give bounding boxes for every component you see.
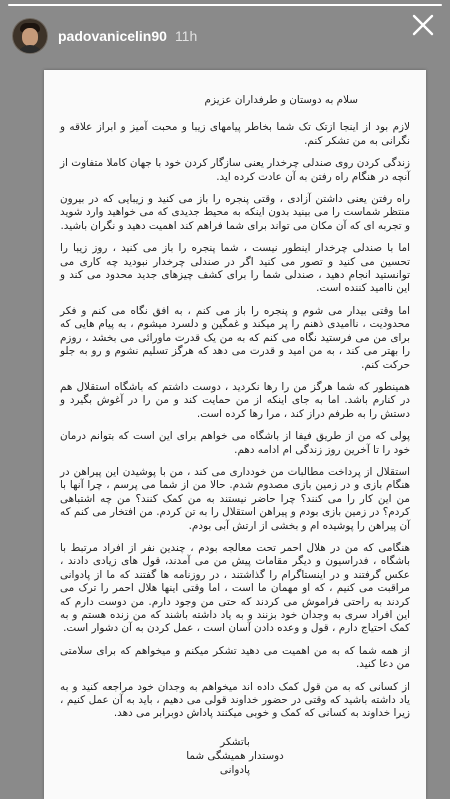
signature-line: دوستدار همیشگی شما (186, 749, 284, 762)
letter-paragraph: از کسانی که به من قول کمک داده اند میخواهم به وجدان خود مراجعه کنید و به یاد داشته باشید که وقتی در حضور خداوند قولی می دهیم ، باید به آن عمل کنیم ، زیرا خداوند به کسانی که کمک و خوبی میکنند پاداش دوبرابر می دهد. (60, 680, 410, 720)
story-header (0, 10, 450, 62)
letter-paragraph: پولی که من از طریق فیفا از باشگاه می خواهم برای این است که بتوانم درمان خود را تا آخرین روز زندگی ام ادامه دهم. (60, 430, 410, 456)
letter-paragraph: زندگی کردن روی صندلی چرخدار یعنی سازگار کردن خود با جهان کاملا متفاوت از آنچه در هنگام راه رفتن به آن عادت کرده اید. (60, 157, 410, 183)
letter-signature (60, 735, 410, 777)
letter-paragraph: اما وقتی بیدار می شوم و پنجره را باز می کنم ، به افق نگاه می کنم و فکر محدودیت ، ناامیدی ذهنم را پر میکند و غمگین و دلسرد میشوم ، به پیام هایی که برای من می فرستید نگاه می کنم که به من یک قدرت ماورائی می بخشد ، روزم را بهتر می کند ، به من امید و قدرت می دهد که هرگز تسلیم نشوم و رو به جلو حرکت کنم. (60, 304, 410, 371)
post-time: 11h (174, 28, 198, 44)
avatar[interactable] (12, 18, 48, 54)
letter-paragraph: لازم بود از اینجا ازتک تک شما بخاطر پیامهای زیبا و محبت آمیز و ابراز علاقه و نگرانی به من تشکر کنم. (60, 121, 410, 147)
letter-paragraph: اما با صندلی چرخدار اینطور نیست ، شما پنجره را باز می کنید ، روز زیبا را تحسین می کنید و تصور می کنید اگر در صندلی چرخدار نبودید چه کاری می توانستید انجام دهید ، صندلی شما را برای کشف چیزهای جدید محدود می کند و این ناامید کننده است. (60, 242, 410, 295)
username[interactable]: padovanicelin90 (58, 28, 167, 44)
letter-paragraph: از همه شما که به من اهمیت می دهید تشکر میکنم و میخواهم که برای سلامتی من دعا کنید. (60, 644, 410, 671)
story-progress-bar (8, 4, 442, 6)
signature-name: پادوانی (219, 763, 251, 776)
signature-thanks: باتشکر (220, 735, 250, 748)
story-progress-fill (8, 4, 442, 6)
letter-greeting: سلام به دوستان و طرفداران عزیزم (204, 94, 358, 106)
close-icon[interactable] (408, 10, 438, 40)
letter-paragraph: هنگامی که من در هلال احمر تحت معالجه بودم ، چندین نفر از افراد مرتبط با باشگاه ، فدراسیون و دیگر مقامات پیش من می آمدند، قول های زیادی دادند ، عکس گرفتند و در اینستاگرام را گذاشتند ، در روزنامه ها گفتند که ما از پادوانی مراقبت می کنیم ، که او مهمان ما است ، اما وقتی اینها هلال احمر را ترک می کردند به راحتی فراموش می کردند که حتی من وجود دارم. من دوست دارم که این افراد سری به وجدان خود بزنند و به یاد داشته باشند که من زنده هستم و به کمک احتیاج دارم ، قول و وعده دادن آسان است ، عمل کردن به آن دشوار است. (60, 541, 410, 635)
letter-paragraph: استقلال از پرداخت مطالبات من خودداری می کند ، من با پوشیدن این پیراهن در هنگام بازی و در زمین بازی مصدوم شدم. حالا من از شما می پرسم ، چرا آنها با من این کار را می کنند؟ چرا حاضر نیستند به من کمک کنند؟ من چه اشتباهی کردم؟ در زمین بازی بودم و پیراهن استقلال را به تن کردم. من افتخار می کنم که آن پیراهن را پوشیده ام و بخشی از ارتش آبی بودم. (60, 465, 410, 532)
letter-paragraph: راه رفتن یعنی داشتن آزادی ، وقتی پنجره را باز می کنید و زیبایی که در بیرون منتظر شماست را می بینید بدون اینکه به محیط جدیدی که می خواهید وارد شوید و تجربه ای که آن مکان می تواند برای شما فراهم کند اهمیت دهید و نگران باشید. (60, 193, 410, 232)
letter-paragraph: همینطور که شما هرگز من را رها نکردید ، دوست داشتم که باشگاه استقلال هم در کنارم باشد. اما به جای اینکه از من حمایت کند و من را در آغوش بگیرد و دستش را به طرفم دراز کند ، مرا رها کرده است. (60, 380, 410, 420)
letter-document (44, 70, 426, 799)
